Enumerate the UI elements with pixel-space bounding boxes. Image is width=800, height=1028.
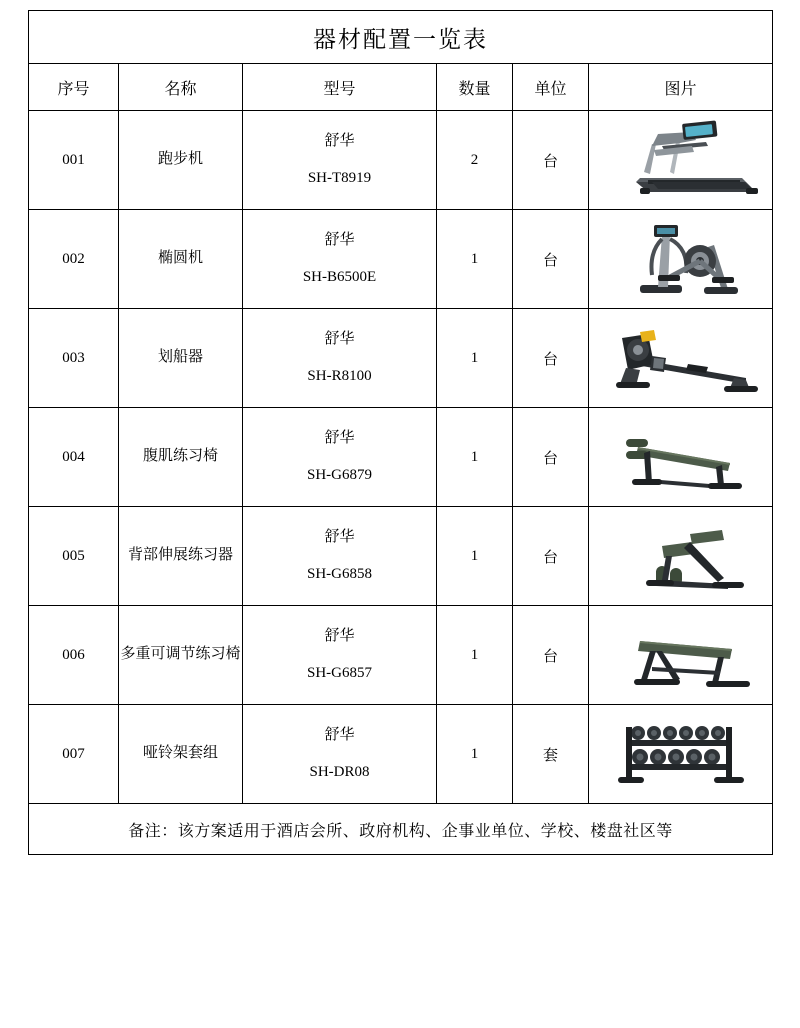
column-header-model: 型号	[243, 64, 437, 111]
table-row	[29, 210, 773, 309]
cell-quantity: 2	[437, 111, 513, 210]
cell-no: 006	[29, 606, 119, 705]
cell-unit: 台	[513, 408, 589, 507]
back-extension-bench-photo	[589, 510, 772, 602]
cell-no: 005	[29, 507, 119, 606]
table-header-row	[29, 64, 773, 111]
column-header-quantity: 数量	[437, 64, 513, 111]
cell-no: 007	[29, 705, 119, 804]
table-footer-row	[29, 804, 773, 855]
cell-no: 004	[29, 408, 119, 507]
cell-model-code: SH-G6857	[306, 665, 372, 681]
column-header-picture: 图片	[589, 64, 773, 111]
cell-quantity: 1	[437, 408, 513, 507]
column-header-unit: 单位	[513, 64, 589, 111]
page-title: 器材配置一览表	[29, 11, 773, 64]
table-row	[29, 111, 773, 210]
cell-model-code: SH-G6858	[306, 566, 372, 582]
table-row	[29, 507, 773, 606]
cell-model-code: SH-B6500E	[302, 269, 377, 285]
cell-model	[243, 606, 437, 705]
cell-no: 002	[29, 210, 119, 309]
cell-model	[243, 507, 437, 606]
cell-name: 腹肌练习椅	[119, 408, 243, 507]
adjustable-bench-photo	[589, 609, 772, 701]
cell-quantity: 1	[437, 507, 513, 606]
cell-model-brand: 舒华	[324, 331, 355, 347]
cell-model-brand: 舒华	[324, 727, 355, 743]
cell-unit: 台	[513, 210, 589, 309]
cell-no: 003	[29, 309, 119, 408]
table-row	[29, 705, 773, 804]
dumbbell-rack-set-photo	[589, 708, 772, 800]
cell-picture	[589, 309, 773, 408]
cell-name: 背部伸展练习器	[119, 507, 243, 606]
cell-name: 哑铃架套组	[119, 705, 243, 804]
cell-model-brand: 舒华	[324, 232, 355, 248]
cell-model-brand: 舒华	[324, 430, 355, 446]
rowing-machine-photo	[589, 312, 772, 404]
cell-model	[243, 111, 437, 210]
cell-unit: 台	[513, 309, 589, 408]
cell-quantity: 1	[437, 210, 513, 309]
cell-picture	[589, 408, 773, 507]
cell-model	[243, 309, 437, 408]
cell-unit: 套	[513, 705, 589, 804]
cell-model-code: SH-T8919	[307, 170, 372, 186]
abdominal-bench-photo	[589, 411, 772, 503]
cell-model	[243, 408, 437, 507]
cell-quantity: 1	[437, 309, 513, 408]
cell-picture	[589, 507, 773, 606]
cell-name: 划船器	[119, 309, 243, 408]
cell-model-code: SH-R8100	[307, 368, 372, 384]
table-row	[29, 309, 773, 408]
cell-name: 椭圆机	[119, 210, 243, 309]
footer-note: 备注：该方案适用于酒店会所、政府机构、企事业单位、学校、楼盘社区等	[29, 804, 773, 855]
cell-model-brand: 舒华	[324, 529, 355, 545]
cell-model-brand: 舒华	[324, 628, 355, 644]
cell-unit: 台	[513, 507, 589, 606]
cell-model-code: SH-DR08	[309, 764, 370, 780]
cell-quantity: 1	[437, 606, 513, 705]
table-row	[29, 408, 773, 507]
cell-model	[243, 210, 437, 309]
cell-picture	[589, 111, 773, 210]
cell-model	[243, 705, 437, 804]
cell-unit: 台	[513, 606, 589, 705]
cell-no: 001	[29, 111, 119, 210]
column-header-no: 序号	[29, 64, 119, 111]
cell-name: 跑步机	[119, 111, 243, 210]
cell-model-code: SH-G6879	[306, 467, 372, 483]
cell-unit: 台	[513, 111, 589, 210]
cell-picture	[589, 210, 773, 309]
table-row	[29, 606, 773, 705]
cell-picture	[589, 606, 773, 705]
treadmill-photo	[589, 114, 772, 206]
column-header-name: 名称	[119, 64, 243, 111]
equipment-configuration-table	[28, 10, 773, 855]
table-title-row	[29, 11, 773, 64]
cell-model-brand: 舒华	[324, 133, 355, 149]
cell-quantity: 1	[437, 705, 513, 804]
cell-picture	[589, 705, 773, 804]
cell-name: 多重可调节练习椅	[119, 606, 243, 705]
elliptical-trainer-photo	[589, 213, 772, 305]
